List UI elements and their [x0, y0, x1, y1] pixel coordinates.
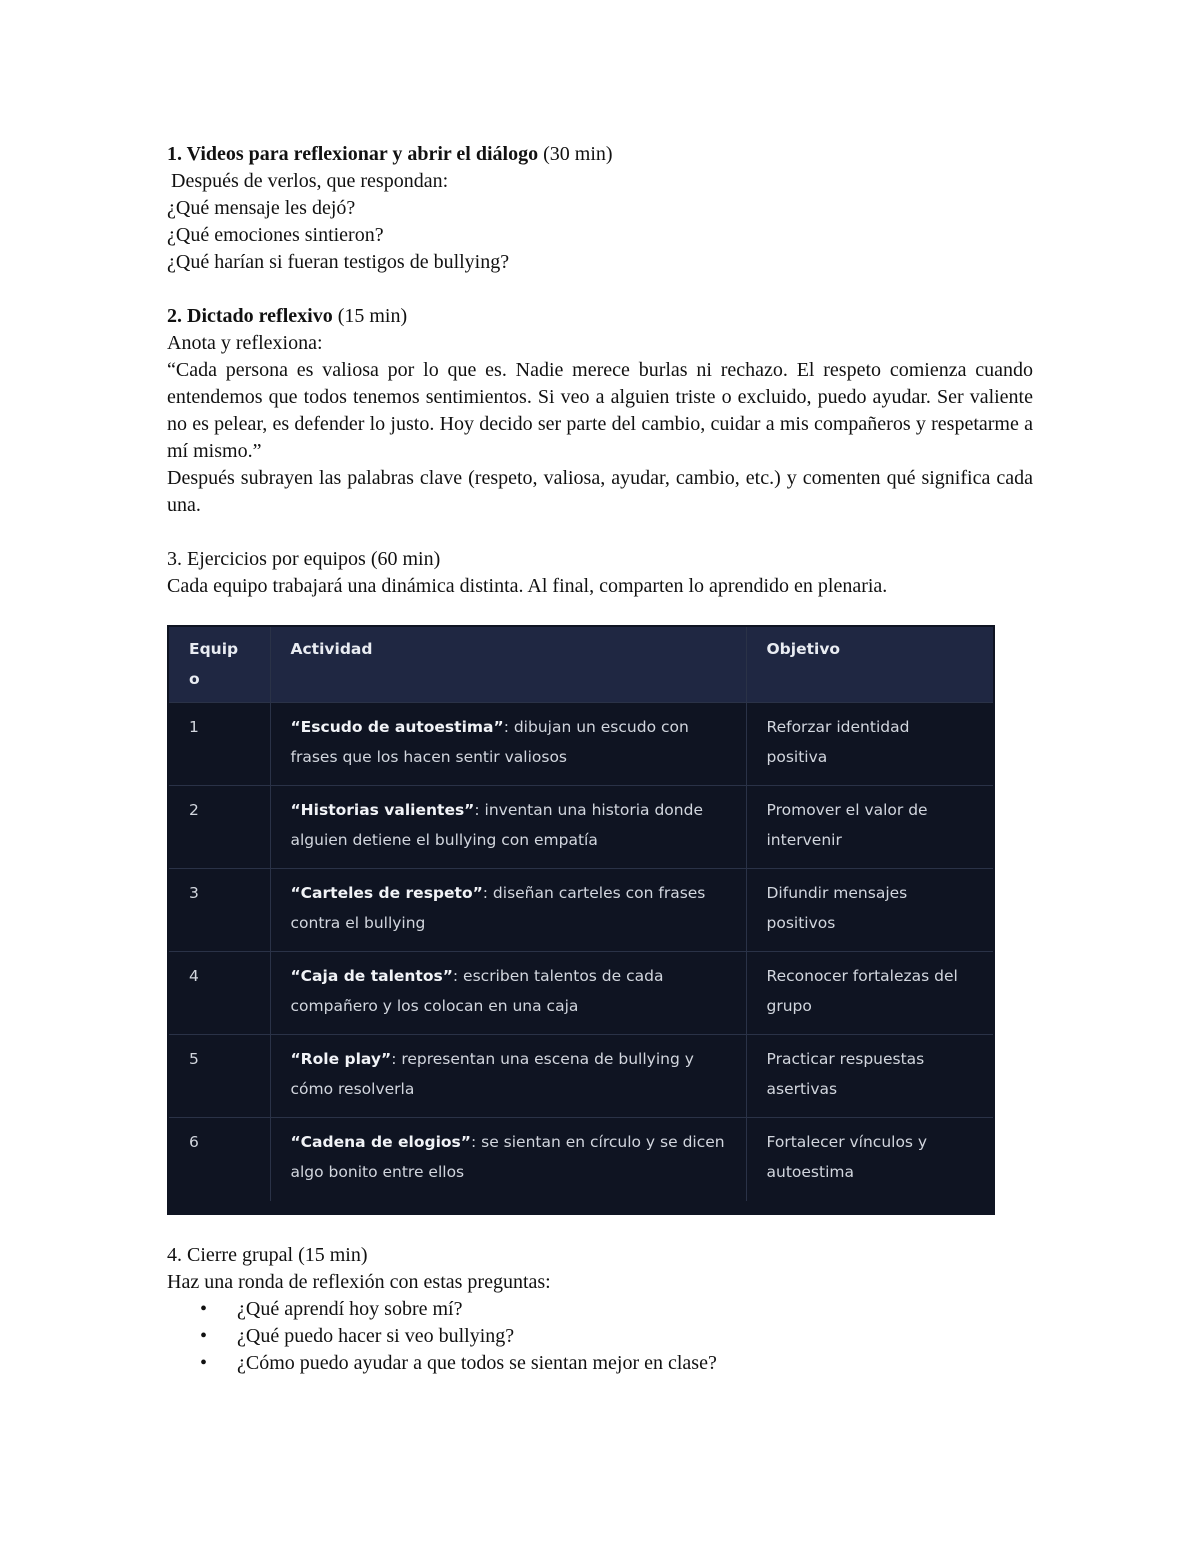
cell-goal: Reforzar identidad positiva [766, 718, 910, 766]
cell-activity [270, 1118, 746, 1201]
activity-title: “Carteles de respeto” [290, 884, 483, 902]
cell-team: 6 [169, 1118, 270, 1201]
table-row [169, 952, 993, 1035]
header-team: Equip o [169, 627, 270, 703]
activity-title: “Escudo de autoestima” [290, 718, 504, 736]
cell-activity [270, 869, 746, 952]
cell-team: 5 [169, 1035, 270, 1118]
section-2-title: 2. Dictado reflexivo [167, 305, 333, 327]
activity-title: “Caja de talentos” [290, 967, 453, 985]
cell-team: 1 [169, 703, 270, 786]
header-goal: Objetivo [766, 640, 841, 658]
activity-desc: : diseñan carteles con frases contra el bullying [290, 884, 706, 932]
list-item: • ¿Qué aprendí hoy sobre mí? [167, 1296, 1033, 1323]
spacer [167, 276, 1033, 303]
table-row [169, 703, 993, 786]
activity-desc: : dibujan un escudo con frases que los hacen sentir valiosos [290, 718, 689, 766]
table-row [169, 869, 993, 952]
cell-goal: Fortalecer vínculos y autoestima [766, 1133, 928, 1181]
cell-team: 3 [169, 869, 270, 952]
section-2-intro: Anota y reflexiona: [167, 332, 323, 354]
cell-goal: Practicar respuestas asertivas [766, 1050, 925, 1098]
table-header-row [169, 627, 993, 703]
activity-title: “Role play” [290, 1050, 392, 1068]
section-3-title: 3. Ejercicios por equipos (60 min) [167, 548, 441, 570]
section-1-duration: (30 min) [538, 143, 613, 165]
section-2-heading [167, 303, 1033, 330]
section-1-question: ¿Qué mensaje les dejó? [167, 197, 356, 219]
cell-team: 2 [169, 786, 270, 869]
activity-title: “Historias valientes” [290, 801, 475, 819]
section-1-heading [167, 141, 1033, 168]
section-1-title: 1. Videos para reflexionar y abrir el diálogo [167, 143, 539, 165]
section-3-intro: Cada equipo trabajará una dinámica distinta. Al final, comparten lo aprendido en plenaria. [167, 575, 888, 597]
section-1-question: ¿Qué harían si fueran testigos de bullying? [167, 251, 510, 273]
cell-activity [270, 1035, 746, 1118]
section-4-question-list [167, 1296, 1033, 1377]
document-body [167, 141, 1033, 600]
closing-section [167, 1242, 1033, 1377]
header-activity: Actividad [270, 627, 746, 703]
list-item: • ¿Qué puedo hacer si veo bullying? [167, 1323, 1033, 1350]
section-4-intro: Haz una ronda de reflexión con estas preguntas: [167, 1271, 551, 1293]
activities-table-image [167, 625, 995, 1215]
activity-desc: : escriben talentos de cada compañero y los colocan en una caja [290, 967, 664, 1015]
table-row [169, 786, 993, 869]
cell-activity [270, 786, 746, 869]
cell-goal: Promover el valor de intervenir [766, 801, 928, 849]
cell-activity [270, 952, 746, 1035]
section-2-quote: “Cada persona es valiosa por lo que es. Nadie merece burlas ni rechazo. El respeto comienza cuando entendemos que todos tenemos sentimientos. Si veo a alguien triste o excluido, puedo ayudar. Ser valiente no es pelear, es defender lo justo. Hoy decido ser parte del cambio, cuidar a mis compañeros y respetarme a mí mismo.” [167, 359, 1033, 462]
activity-title: “Cadena de elogios” [290, 1133, 471, 1151]
section-1-intro: Después de verlos, que respondan: [171, 170, 449, 192]
activity-desc: : se sientan en círculo y se dicen algo bonito entre ellos [290, 1133, 725, 1181]
cell-goal: Difundir mensajes positivos [766, 884, 908, 932]
spacer [167, 519, 1033, 546]
table-row [169, 1118, 993, 1201]
activity-desc: : inventan una historia donde alguien detiene el bullying con empatía [290, 801, 703, 849]
cell-team: 4 [169, 952, 270, 1035]
activity-desc: : representan una escena de bullying y cómo resolverla [290, 1050, 694, 1098]
activities-table [169, 627, 993, 1201]
cell-goal: Reconocer fortalezas del grupo [766, 967, 958, 1015]
section-1-question: ¿Qué emociones sintieron? [167, 224, 384, 246]
list-item: • ¿Cómo puedo ayudar a que todos se sientan mejor en clase? [167, 1350, 1033, 1377]
section-2-duration: (15 min) [332, 305, 408, 327]
cell-activity [270, 703, 746, 786]
table-row [169, 1035, 993, 1118]
section-2-instruction: Después subrayen las palabras clave (respeto, valiosa, ayudar, cambio, etc.) y comenten qué significa cada una. [167, 467, 1033, 516]
section-4-title: 4. Cierre grupal (15 min) [167, 1244, 368, 1266]
